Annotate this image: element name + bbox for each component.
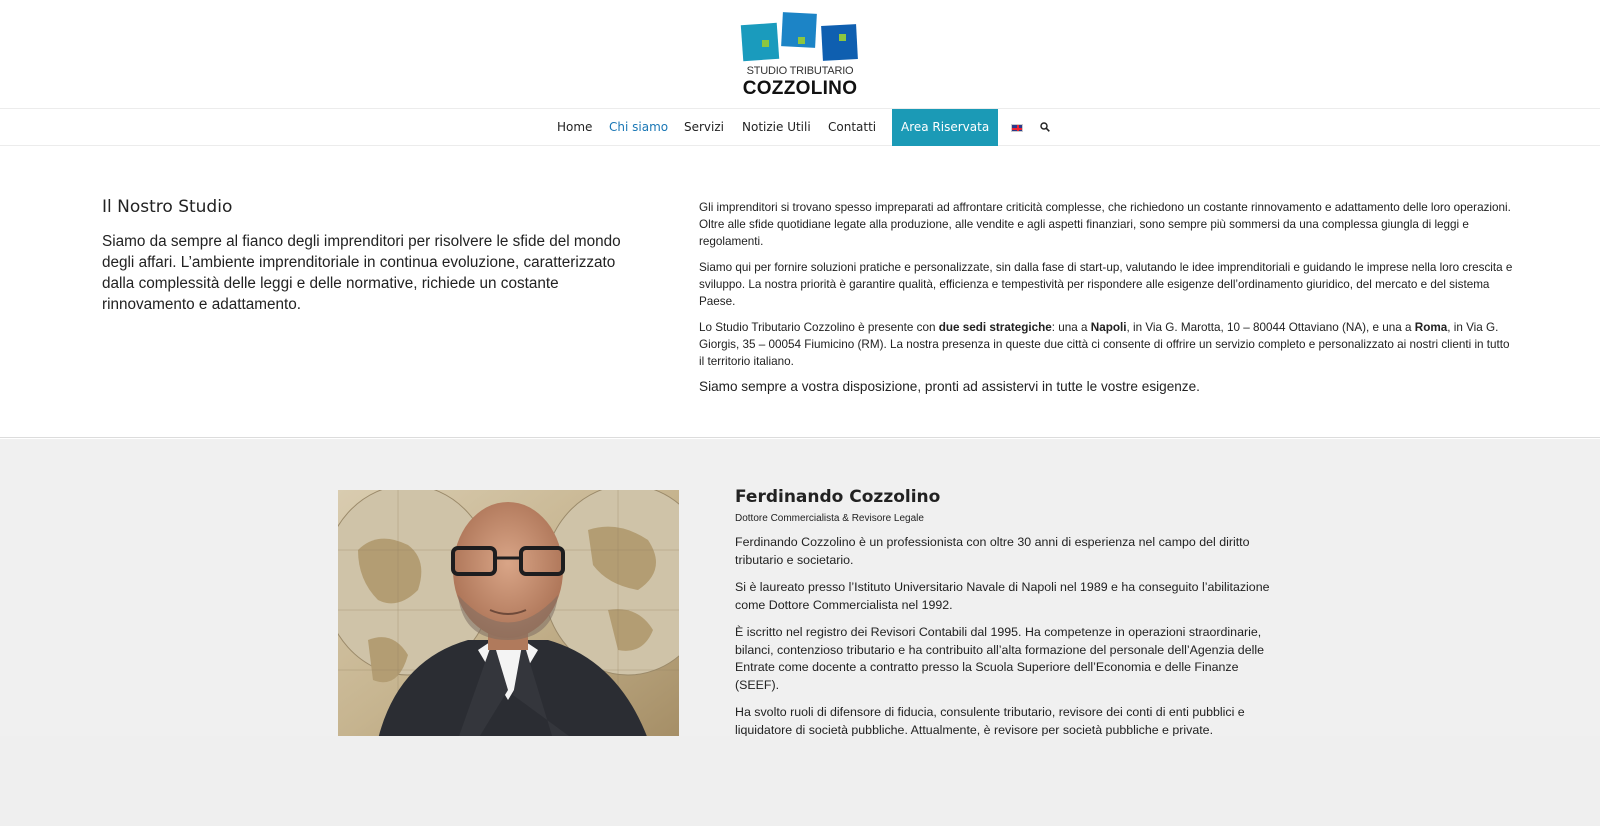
text: , in Via G. Giorgis, 35 – 00054 Fiumicino (RM). La nostra presenza in queste due città ci consente di offrire un servizio completo e personalizzato ai nostri clienti in tutto il territorio italiano. [699, 321, 1510, 368]
nav-item-area-riservata[interactable]: Area Riservata [892, 109, 998, 146]
intro-section [0, 147, 1600, 438]
main-nav [0, 109, 1600, 146]
strong-text-napoli: Napoli [1090, 321, 1127, 334]
intro-paragraph-offices [699, 319, 1514, 370]
site-header [0, 0, 1600, 109]
logo-square-teal [741, 23, 779, 61]
logo-text-name: COZZOLINO [742, 78, 858, 99]
strong-text-roma: Roma [1414, 321, 1448, 334]
nav-item-notizie-utili[interactable]: Notizie Utili [742, 120, 811, 134]
logo-dot [839, 34, 846, 41]
nav-item-chi-siamo[interactable]: Chi siamo [609, 120, 669, 134]
search-icon[interactable] [1040, 122, 1050, 132]
nav-item-contatti[interactable]: Contatti [828, 120, 877, 134]
bio-paragraph: Ha svolto ruoli di difensore di fiducia, consulente tributario, revisore dei conti di enti pubblici e liquidatore di società pubbliche. Attualmente, è revisore per società pubbliche e private. [735, 705, 1245, 737]
intro-body [699, 199, 1514, 405]
section-bottom-band [0, 736, 1600, 826]
nav-item-servizi[interactable]: Servizi [684, 120, 725, 134]
bio-paragraph: Si è laureato presso l’Istituto Universitario Navale di Napoli nel 1989 e ha conseguito l’abilitazione come Dottore Commercialista nel 1992. [735, 580, 1270, 612]
strong-text: due sedi strategiche [938, 321, 1052, 334]
intro-paragraph: Gli imprenditori si trovano spesso impreparati ad affrontare criticità complesse, che richiedono un costante rinnovamento e adattamento delle loro operazioni. Oltre alle sfide quotidiane legate alla produzione, alle vendite e agli aspetti finanziari, sono sempre più sommersi da una complessa giungla di leggi e regolamenti. [699, 201, 1511, 248]
profile-name: Ferdinando Cozzolino [735, 487, 941, 507]
profile-bio [735, 534, 1275, 749]
nav-item-home[interactable]: Home [557, 120, 593, 134]
logo-text-studio: STUDIO TRIBUTARIO [746, 65, 854, 77]
profile-role: Dottore Commercialista & Revisore Legale [735, 513, 924, 524]
logo-dot [762, 40, 769, 47]
text: Lo Studio Tributario Cozzolino è presente con [699, 321, 939, 334]
uk-flag-icon[interactable] [1011, 124, 1023, 132]
logo-dot [798, 37, 805, 44]
text: , in Via G. Marotta, 10 – 80044 Ottaviano (NA), e una a [1126, 321, 1415, 334]
intro-lead: Siamo da sempre al fianco degli imprenditori per risolvere le sfide del mondo degli affari. L’ambiente imprenditoriale in continua evoluzione, caratterizzato dalla complessità delle leggi e delle normative, richiede un costante rinnovamento e adattamento. [102, 233, 621, 313]
site-logo[interactable] [740, 10, 860, 100]
bio-paragraph: Ferdinando Cozzolino è un professionista con oltre 30 anni di esperienza nel campo del diritto tributario e societario. [735, 535, 1250, 567]
profile-section [0, 439, 1600, 826]
logo-square-navy [821, 24, 858, 61]
text: : una a [1051, 321, 1091, 334]
intro-closing: Siamo sempre a vostra disposizione, pronti ad assistervi in tutte le vostre esigenze. [699, 379, 1200, 394]
intro-paragraph: Siamo qui per fornire soluzioni pratiche e personalizzate, sin dalla fase di start-up, valutando le idee imprenditoriali e guidando le imprese nella loro crescita e sviluppo. La nostra priorità è garantire qualità, efficienza e tempestività per rispondere alle esigenze dell’ordinamento giuridico, del mercato e del sistema Paese. [699, 261, 1513, 308]
section-title: Il Nostro Studio [102, 197, 233, 217]
profile-photo [338, 490, 679, 739]
bio-paragraph: È iscritto nel registro dei Revisori Contabili dal 1995. Ha competenze in operazioni straordinarie, bilanci, contenzioso tributario e ha contribuito all’alta formazione del personale dell’Agenzia delle Entrate come docente a contratto presso la Scuola Superiore dell’Economia e delle Finanze (SEEF). [735, 625, 1264, 692]
